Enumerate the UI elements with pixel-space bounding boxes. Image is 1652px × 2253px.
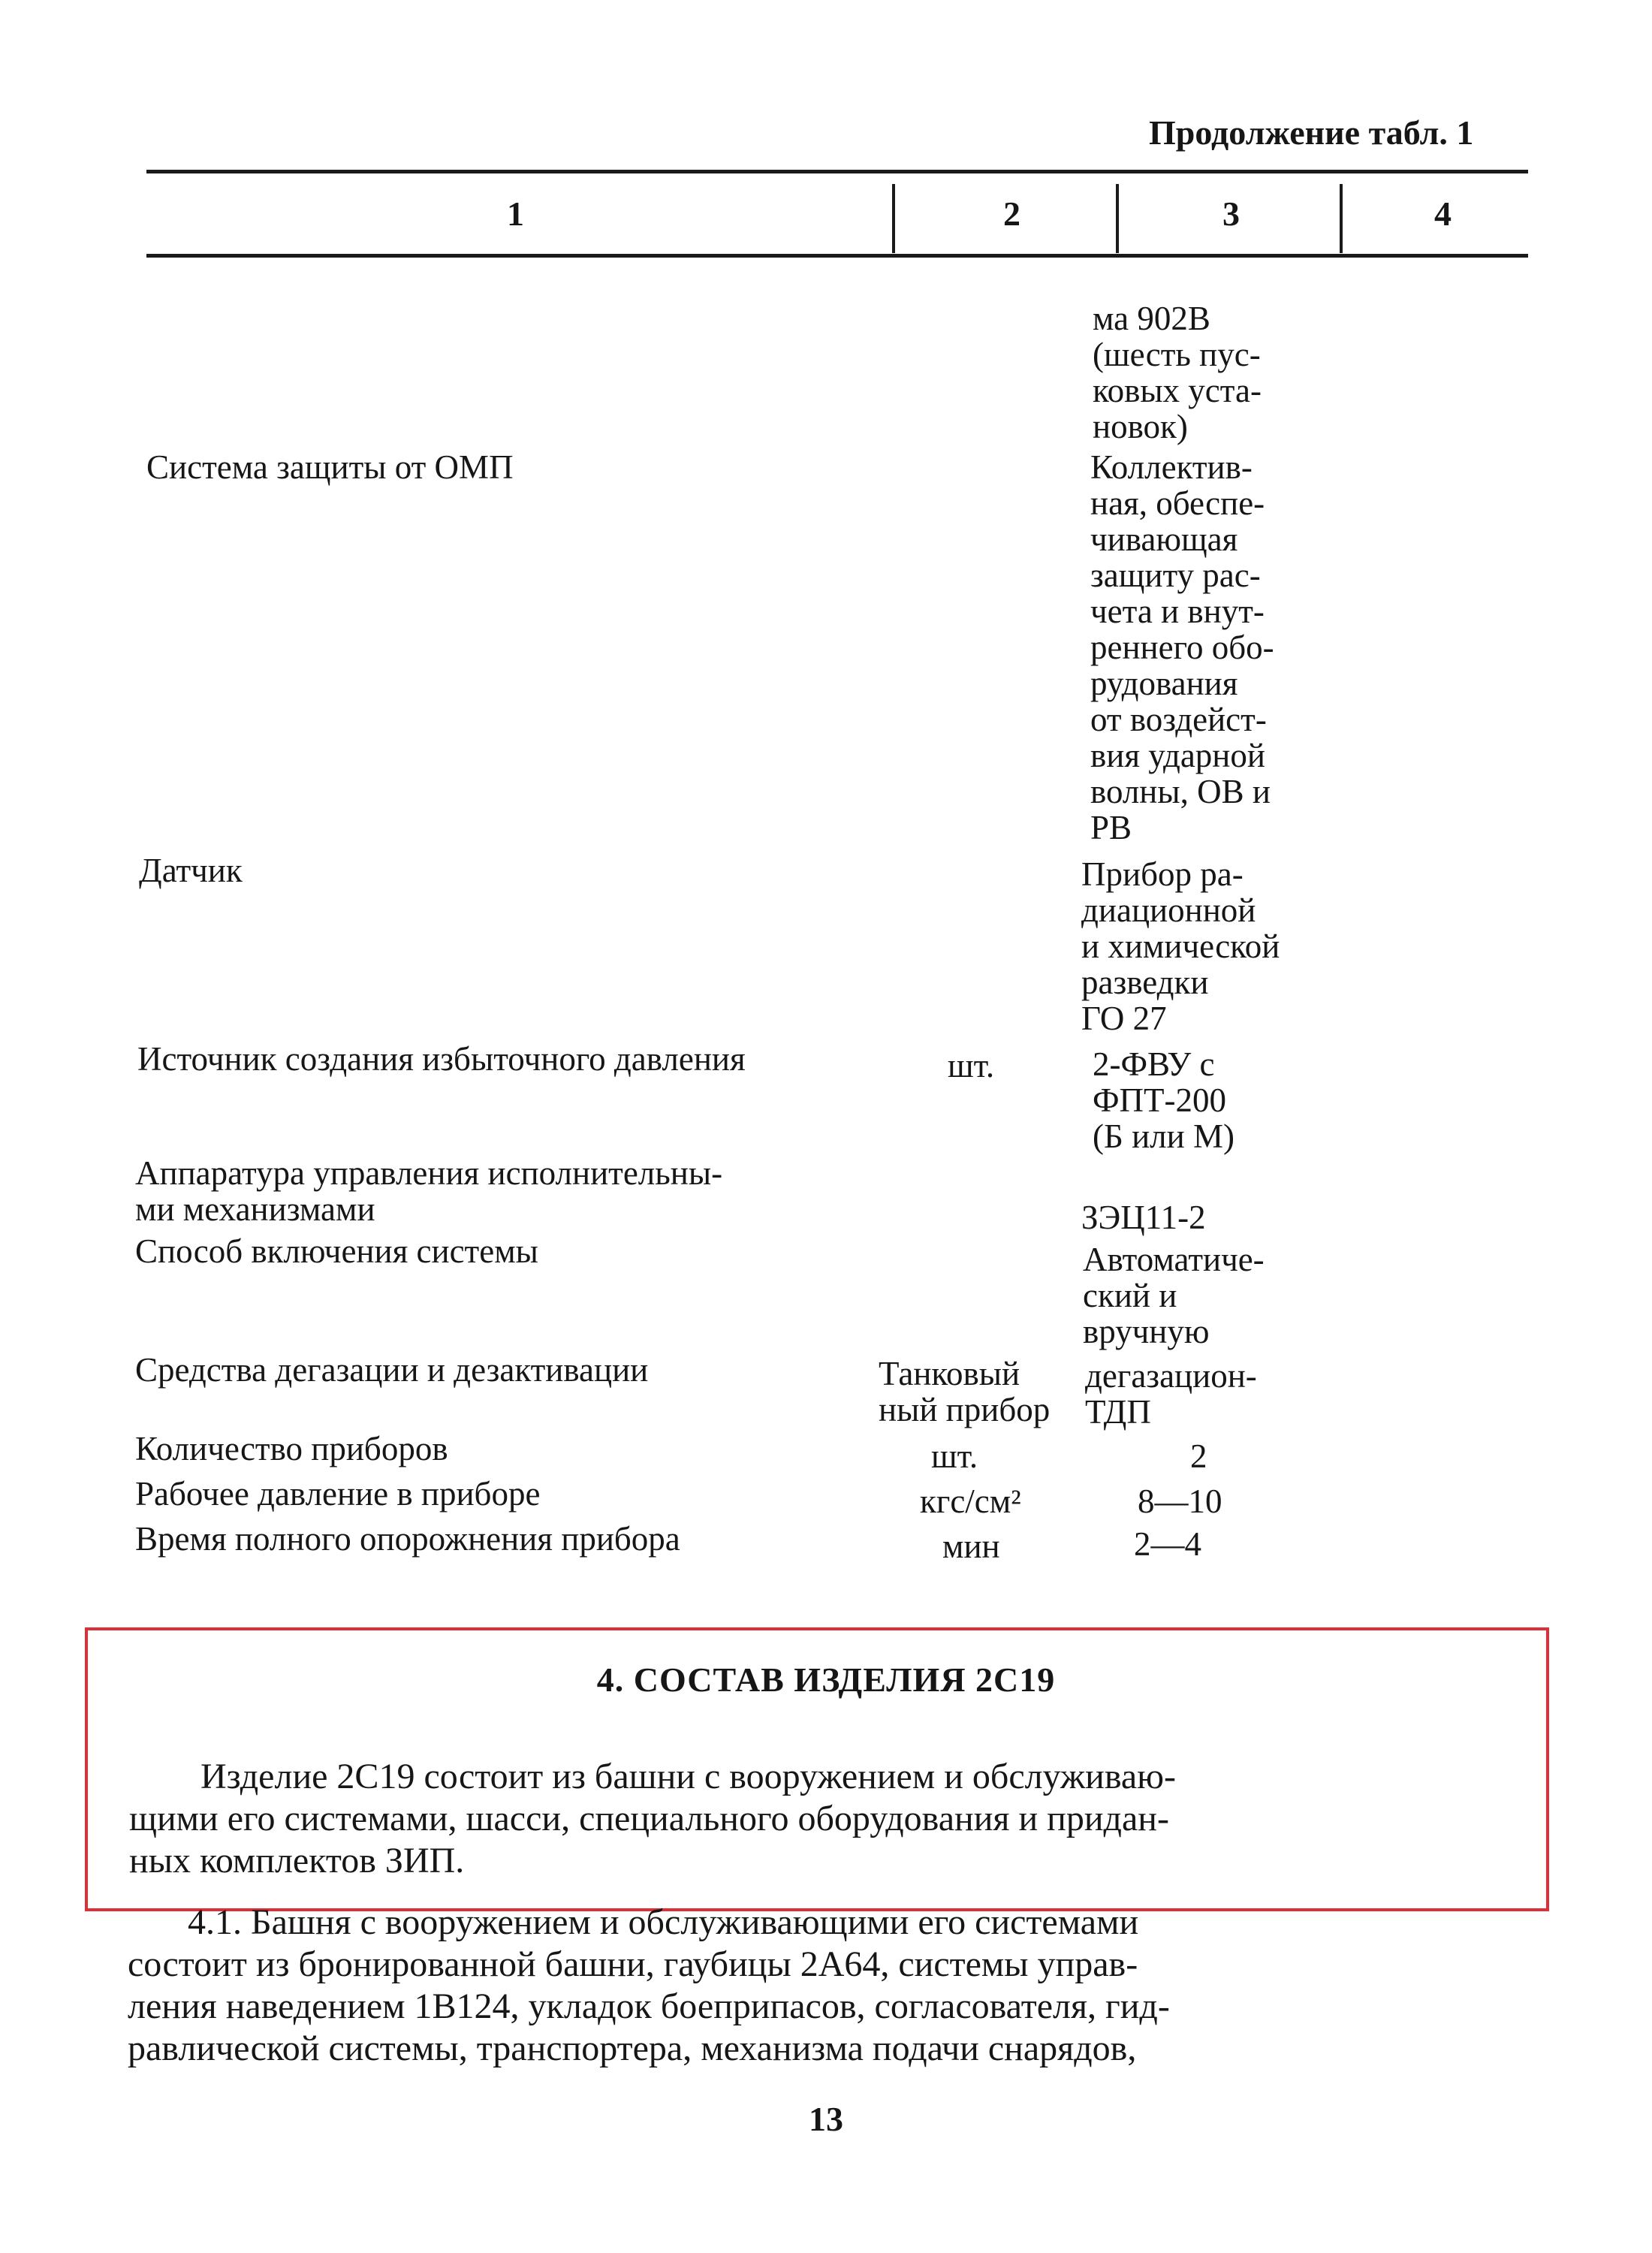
table-cell-name-line: ми механизмами — [135, 1190, 375, 1228]
table-cell-value: ФПТ-200 — [1093, 1081, 1227, 1119]
table-cell-unit-line: Танковый — [879, 1355, 1020, 1392]
table-cell-value: 8—10 — [1138, 1482, 1222, 1520]
column-number-4: 4 — [1434, 195, 1452, 233]
table-cell-value: реннего обо- — [1090, 629, 1274, 666]
table-cell-unit: шт. — [931, 1437, 978, 1475]
table-cell-value: вручную — [1083, 1313, 1210, 1350]
table-cell-name: Количество приборов — [135, 1430, 448, 1467]
table-cell-value: Автоматиче- — [1083, 1241, 1265, 1278]
table-cell-name-line: Аппаратура управления исполнительны- — [135, 1154, 723, 1192]
table-cell-value: ная, обеспе- — [1090, 484, 1265, 522]
table-cell-value: диационной — [1081, 891, 1256, 929]
table-cell-value: разведки — [1081, 964, 1209, 1001]
paragraph-line: Изделие 2С19 состоит из башни с вооружением и обслуживаю- — [200, 1757, 1176, 1796]
table-cell-name: Источник создания избыточного давления — [137, 1040, 746, 1078]
table-cell-value: новок) — [1093, 408, 1188, 445]
table-cell-unit: шт. — [948, 1047, 995, 1084]
paragraph-line: ления наведением 1В124, укладок боеприпасов, согласователя, гид- — [128, 1986, 1170, 2026]
table-cell-value: ма 902В — [1093, 300, 1210, 337]
table-cell-value: волны, ОВ и — [1090, 773, 1271, 810]
table-cell-name: Способ включения системы — [135, 1232, 538, 1270]
table-cell-unit-line: ный прибор — [879, 1391, 1051, 1428]
paragraph-line: равлической системы, транспортера, механизма подачи снарядов, — [128, 2028, 1137, 2068]
table-continuation-caption: Продолжение табл. 1 — [1149, 113, 1474, 152]
table-cell-value: 2 — [1190, 1437, 1207, 1475]
table-cell-value-block — [1090, 449, 1274, 846]
table-cell-value: вия ударной — [1090, 737, 1265, 774]
table-cell-value: дегазацион- — [1085, 1357, 1257, 1395]
table-cell-name — [135, 1155, 722, 1227]
table-top-rule — [146, 170, 1528, 173]
section-title: 4. СОСТАВ ИЗДЕЛИЯ 2С19 — [596, 1660, 1056, 1699]
table-cell-unit: кгс/см² — [920, 1482, 1021, 1520]
table-cell-value: Коллектив- — [1090, 448, 1253, 486]
table-cell-value: ТДП — [1085, 1393, 1151, 1431]
column-divider-3 — [1340, 184, 1343, 253]
table-cell-name: Система защиты от ОМП — [146, 448, 514, 486]
table-row — [1093, 300, 1262, 445]
table-cell-value-block — [1093, 1046, 1234, 1154]
paragraph-line: ных комплектов ЗИП. — [129, 1841, 465, 1881]
table-cell-value: ЗЭЦ11-2 — [1081, 1199, 1206, 1236]
table-cell-name: Датчик — [139, 852, 243, 889]
section-paragraph — [129, 1756, 1515, 1882]
table-cell-unit: мин — [942, 1528, 1000, 1565]
table-cell-name: Рабочее давление в приборе — [135, 1475, 541, 1513]
table-cell-value: от воздейст- — [1090, 701, 1267, 738]
table-cell-value: и химической — [1081, 927, 1280, 965]
table-cell-value: ский и — [1083, 1277, 1177, 1314]
paragraph-line: 4.1. Башня с вооружением и обслуживающими его системами — [188, 1902, 1139, 1942]
table-cell-value: Прибор ра- — [1081, 855, 1244, 893]
table-cell-value: ковых уста- — [1093, 372, 1262, 409]
column-number-2: 2 — [1003, 195, 1020, 233]
table-cell-value: рудования — [1090, 665, 1238, 702]
table-cell-unit — [879, 1356, 1050, 1428]
page-number: 13 — [809, 2100, 843, 2138]
table-cell-value: РВ — [1090, 809, 1132, 846]
table-cell-value-block — [1081, 856, 1280, 1036]
column-divider-2 — [1116, 184, 1119, 253]
table-cell-name: Средства дегазации и дезактивации — [135, 1351, 649, 1389]
table-cell-value-block — [1085, 1358, 1257, 1430]
table-cell-value: защиту рас- — [1090, 556, 1261, 594]
paragraph-line: состоит из бронированной башни, гаубицы 2А64, системы управ- — [128, 1944, 1138, 1984]
table-cell-value: (Б или М) — [1093, 1117, 1234, 1155]
paragraph-line: щими его системами, шасси, специального оборудования и придан- — [129, 1799, 1169, 1838]
table-cell-value: 2-ФВУ с — [1093, 1045, 1215, 1083]
paragraph-4-1 — [128, 1902, 1509, 2070]
table-cell-value: чивающая — [1090, 520, 1238, 558]
column-number-1: 1 — [507, 195, 524, 233]
table-cell-value: (шесть пус- — [1093, 336, 1261, 373]
table-header-bottom-rule — [146, 254, 1528, 258]
table-cell-value: 2—4 — [1134, 1525, 1201, 1563]
table-cell-value-block — [1083, 1241, 1265, 1350]
table-cell-value: чета и внут- — [1090, 593, 1265, 630]
table-cell-name: Время полного опорожнения прибора — [135, 1520, 680, 1558]
column-divider-1 — [892, 184, 895, 253]
column-number-3: 3 — [1222, 195, 1240, 233]
table-cell-value: ГО 27 — [1081, 1000, 1167, 1037]
